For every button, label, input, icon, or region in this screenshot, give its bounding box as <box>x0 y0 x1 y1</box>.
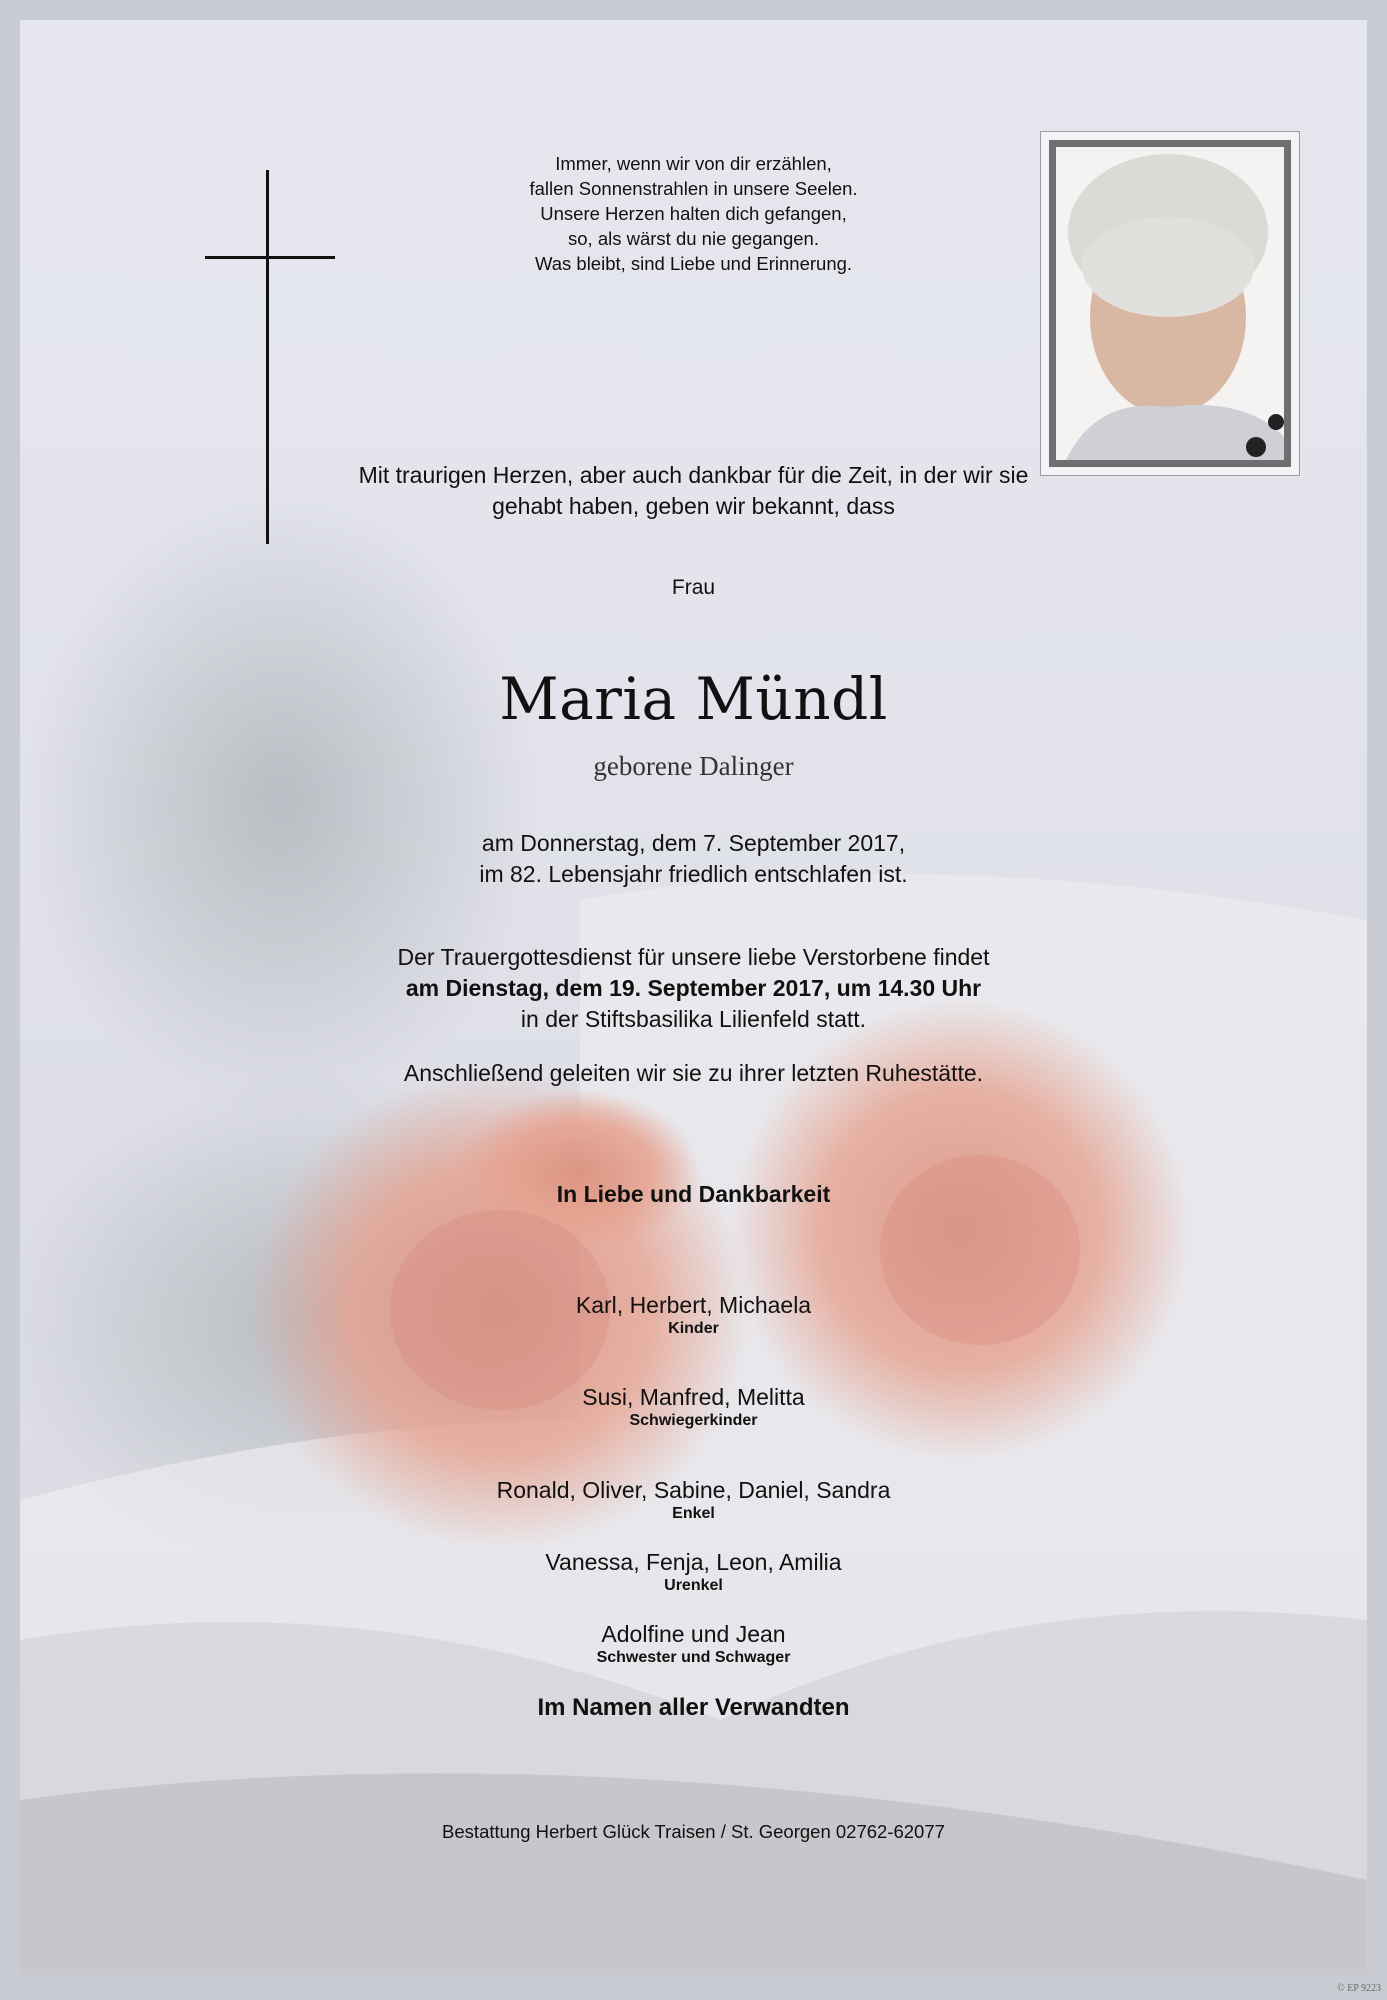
service-location: in der Stiftsbasilika Lilienfeld statt. <box>520 1006 867 1032</box>
poem-line: fallen Sonnenstrahlen in unsere Seelen. <box>529 178 858 199</box>
relative-role: Enkel <box>672 1505 715 1522</box>
closing-text: Im Namen aller Verwandten <box>537 1694 850 1721</box>
death-line: im 82. Lebensjahr friedlich entschlafen ist. <box>479 861 908 887</box>
service-info <box>20 942 1367 1035</box>
relative-names: Susi, Manfred, Melitta <box>582 1384 805 1410</box>
salutation: Frau <box>671 576 716 599</box>
love-heading: In Liebe und Dankbarkeit <box>556 1181 831 1207</box>
funeral-home-footer: Bestattung Herbert Glück Traisen / St. Georgen 02762-62077 <box>442 1821 945 1842</box>
death-line: am Donnerstag, dem 7. September 2017, <box>481 830 906 856</box>
obituary-sheet <box>20 20 1367 1975</box>
poem-line: Unsere Herzen halten dich gefangen, <box>540 203 847 224</box>
burial-text: Anschließend geleiten wir sie zu ihrer letzten Ruhestätte. <box>403 1060 984 1086</box>
service-line: Der Trauergottesdienst für unsere liebe Verstorbene findet <box>397 944 990 970</box>
relative-role: Urenkel <box>664 1577 723 1594</box>
poem <box>20 151 1367 276</box>
relatives-group <box>20 1292 1367 1338</box>
poem-line: so, als wärst du nie gegangen. <box>568 228 819 249</box>
intro-text <box>20 460 1367 522</box>
relative-role: Schwiegerkinder <box>629 1412 758 1429</box>
death-notice <box>20 828 1367 890</box>
intro-line: Mit traurigen Herzen, aber auch dankbar für die Zeit, in der wir sie <box>358 462 1029 488</box>
poem-line: Immer, wenn wir von dir erzählen, <box>555 153 832 174</box>
relative-names: Adolfine und Jean <box>601 1621 786 1647</box>
service-date: am Dienstag, dem 19. September 2017, um 14.30 Uhr <box>405 975 982 1001</box>
relatives-group <box>20 1384 1367 1430</box>
deceased-name: Maria Mündl <box>499 665 888 733</box>
relative-role: Kinder <box>668 1320 719 1337</box>
poem-line: Was bleibt, sind Liebe und Erinnerung. <box>534 253 853 274</box>
relatives-group <box>20 1477 1367 1523</box>
intro-line: gehabt haben, geben wir bekannt, dass <box>492 493 895 519</box>
relative-names: Vanessa, Fenja, Leon, Amilia <box>545 1549 842 1575</box>
relatives-group <box>20 1621 1367 1667</box>
maiden-name: geborene Dalinger <box>593 751 794 781</box>
relative-names: Ronald, Oliver, Sabine, Daniel, Sandra <box>496 1477 891 1503</box>
relatives-group <box>20 1549 1367 1595</box>
relative-role: Schwester und Schwager <box>596 1649 791 1666</box>
copyright-note: © EP 9223 <box>1337 1983 1381 1994</box>
relative-names: Karl, Herbert, Michaela <box>575 1292 812 1318</box>
